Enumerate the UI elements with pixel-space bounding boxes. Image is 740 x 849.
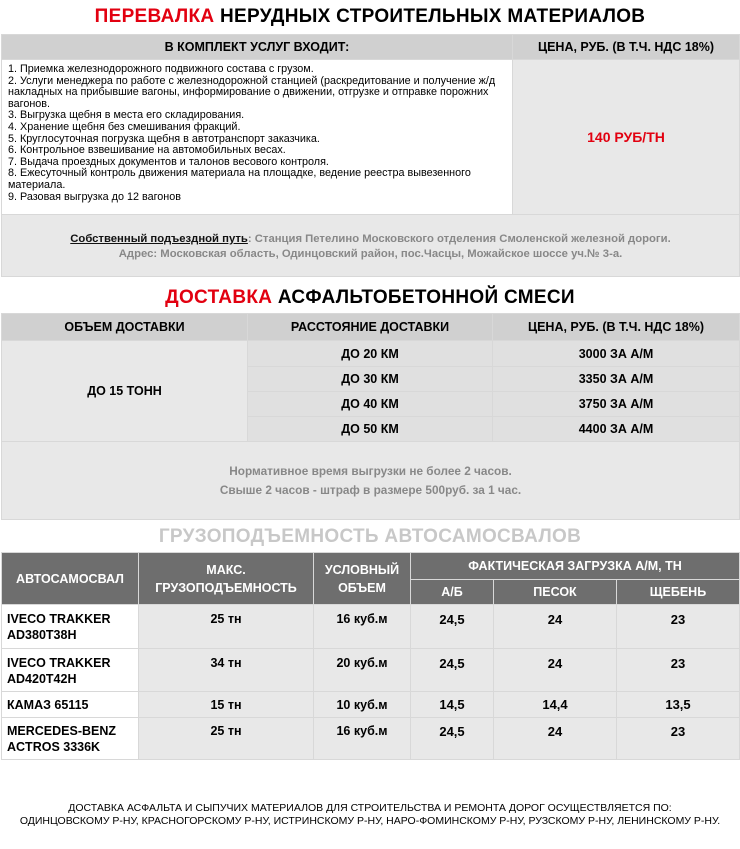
load-sand: 24 xyxy=(494,718,617,760)
header-sand: ПЕСОК xyxy=(494,580,617,605)
table-row xyxy=(2,692,740,718)
header-capacity-line1: МАКС. xyxy=(206,562,246,577)
load-sand: 14,4 xyxy=(494,692,617,718)
delivery-distance: ДО 20 КМ xyxy=(248,341,493,367)
truck-volume: 20 куб.м xyxy=(314,649,411,692)
title-rest: АСФАЛЬТОБЕТОННОЙ СМЕСИ xyxy=(272,287,575,308)
delivery-table xyxy=(1,313,740,520)
truck-capacity: 25 тн xyxy=(139,605,314,649)
section-title-delivery xyxy=(0,287,740,309)
transshipment-table xyxy=(1,34,740,277)
list-item: 9. Разовая выгрузка до 12 вагонов xyxy=(8,190,182,203)
list-item: 2. Услуги менеджера по работе с железнодорожной станцией (раскредитование и получение ж/д накладных на прибывшие вагоны, информирование о движении, отгрузке и отправке порожних вагонов. xyxy=(8,74,496,110)
list-item: 7. Выдача проездных документов и талонов весового контроля. xyxy=(8,155,329,168)
load-asphalt: 24,5 xyxy=(411,605,494,649)
delivery-distance: ДО 50 КМ xyxy=(248,417,493,442)
header-price: ЦЕНА, РУБ. (В Т.Ч. НДС 18%) xyxy=(513,35,740,60)
delivery-price: 4400 ЗА А/М xyxy=(493,417,740,442)
table-row xyxy=(2,718,740,760)
header-volume xyxy=(314,553,411,605)
title-highlight: ДОСТАВКА xyxy=(165,287,273,308)
header-services: В КОМПЛЕКТ УСЛУГ ВХОДИТ: xyxy=(2,35,513,60)
header-volume-line2: ОБЪЕМ xyxy=(338,580,386,595)
truck-variant: ACTROS 3336K xyxy=(7,740,101,754)
section-title-transshipment xyxy=(0,6,740,28)
load-gravel: 23 xyxy=(617,718,740,760)
load-gravel: 13,5 xyxy=(617,692,740,718)
header-capacity-line2: ГРУЗОПОДЪЕМНОСТЬ xyxy=(155,580,297,595)
header-volume-line1: УСЛОВНЫЙ xyxy=(324,562,400,577)
header-volume: ОБЪЕМ ДОСТАВКИ xyxy=(2,314,248,341)
siding-text: : Станция Петелино Московского отделения Смоленской железной дороги. xyxy=(247,233,671,245)
truck-volume: 10 куб.м xyxy=(314,692,411,718)
truck-name xyxy=(2,692,139,718)
delivery-distance: ДО 30 КМ xyxy=(248,367,493,392)
load-sand: 24 xyxy=(494,649,617,692)
truck-volume: 16 куб.м xyxy=(314,605,411,649)
truck-model: MERCEDES-BENZ xyxy=(7,724,117,738)
truck-model: IVECO TRAKKER xyxy=(7,612,111,626)
load-sand: 24 xyxy=(494,605,617,649)
truck-variant: AD380T38H xyxy=(7,628,77,642)
truck-capacity: 15 тн xyxy=(139,692,314,718)
footer-line2: ОДИНЦОВСКОМУ Р-НУ, КРАСНОГОРСКОМУ Р-НУ, ИСТРИНСКОМУ Р-НУ, НАРО-ФОМИНСКОМУ Р-НУ, РУЗСКОМУ Р-НУ, ЛЕНИНСКОМУ Р-НУ. xyxy=(19,814,721,827)
delivery-price: 3000 ЗА А/М xyxy=(493,341,740,367)
delivery-distance: ДО 40 КМ xyxy=(248,392,493,417)
load-asphalt: 14,5 xyxy=(411,692,494,718)
list-item: 4. Хранение щебня без смешивания фракций. xyxy=(8,120,241,133)
header-gravel: ЩЕБЕНЬ xyxy=(617,580,740,605)
siding-address: Адрес: Московская область, Одинцовский район, пос.Часцы, Можайское шоссе уч.№ 3-а. xyxy=(118,248,623,260)
truck-name xyxy=(2,649,139,692)
trucks-table xyxy=(1,552,740,760)
truck-capacity: 25 тн xyxy=(139,718,314,760)
siding-label: Собственный подъездной путь xyxy=(70,233,248,245)
truck-model: КАМАЗ 65115 xyxy=(7,697,89,712)
truck-capacity: 34 тн xyxy=(139,649,314,692)
section-title-capacity: ГРУЗОПОДЪЕМНОСТЬ АВТОСАМОСВАЛОВ xyxy=(158,526,582,547)
delivery-price: 3350 ЗА А/М xyxy=(493,367,740,392)
siding-note xyxy=(2,215,740,277)
list-item: 5. Круглосуточная погрузка щебня в автотранспорт заказчика. xyxy=(8,132,320,145)
table-row xyxy=(2,649,740,692)
load-asphalt: 24,5 xyxy=(411,649,494,692)
header-capacity xyxy=(139,553,314,605)
header-asphalt: А/Б xyxy=(411,580,494,605)
truck-name xyxy=(2,605,139,649)
table-row xyxy=(2,605,740,649)
truck-volume: 16 куб.м xyxy=(314,718,411,760)
services-list xyxy=(2,60,513,215)
header-distance: РАССТОЯНИЕ ДОСТАВКИ xyxy=(248,314,493,341)
unloading-time: Нормативное время выгрузки не более 2 часов. xyxy=(229,464,512,478)
load-gravel: 23 xyxy=(617,649,740,692)
list-item: 6. Контрольное взвешивание на автомобильных весах. xyxy=(8,144,286,157)
list-item: 1. Приемка железнодорожного подвижного состава с грузом. xyxy=(8,63,314,75)
transshipment-price: 140 РУБ/ТН xyxy=(513,60,740,215)
truck-variant: AD420T42H xyxy=(7,672,77,686)
header-truck: АВТОСАМОСВАЛ xyxy=(2,553,139,605)
list-item: 8. Ежесуточный контроль движения материала на площадке, ведение реестра вывезенного материала. xyxy=(8,167,471,191)
list-item: 3. Выгрузка щебня в места его складирования. xyxy=(8,109,245,122)
delivery-areas-footer xyxy=(0,802,740,827)
load-asphalt: 24,5 xyxy=(411,718,494,760)
header-actual-load: ФАКТИЧЕСКАЯ ЗАГРУЗКА А/М, ТН xyxy=(411,553,740,580)
truck-name xyxy=(2,718,139,760)
delivery-volume: ДО 15 ТОНН xyxy=(2,341,248,442)
load-gravel: 23 xyxy=(617,605,740,649)
title-highlight: ПЕРЕВАЛКА xyxy=(94,6,215,27)
unloading-note xyxy=(2,442,740,520)
header-price: ЦЕНА, РУБ. (В Т.Ч. НДС 18%) xyxy=(493,314,740,341)
truck-model: IVECO TRAKKER xyxy=(7,656,111,670)
unloading-fine: Свыше 2 часов - штраф в размере 500руб. за 1 час. xyxy=(219,483,522,497)
footer-line1: ДОСТАВКА АСФАЛЬТА И СЫПУЧИХ МАТЕРИАЛОВ ДЛЯ СТРОИТЕЛЬСТВА И РЕМОНТА ДОРОГ ОСУЩЕСТВЛЯЕТСЯ ПО: xyxy=(68,802,672,814)
delivery-price: 3750 ЗА А/М xyxy=(493,392,740,417)
title-rest: НЕРУДНЫХ СТРОИТЕЛЬНЫХ МАТЕРИАЛОВ xyxy=(214,6,646,27)
